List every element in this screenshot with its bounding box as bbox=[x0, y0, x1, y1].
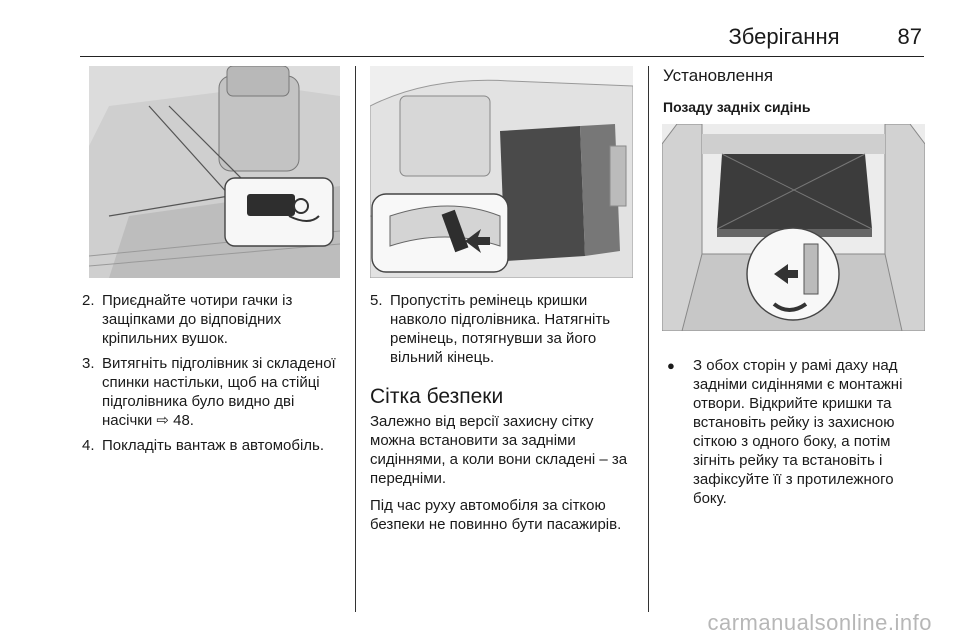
step-item bbox=[370, 291, 634, 367]
paragraph: Під час руху автомобіля за сіткою безпеки не повинно бути пасажирів. bbox=[370, 497, 622, 533]
page-header bbox=[729, 22, 922, 52]
bullet-icon: ● bbox=[667, 358, 675, 373]
step-text: Покладіть вантаж в автомобіль. bbox=[102, 437, 325, 454]
header-title: Зберігання bbox=[728, 24, 840, 49]
step-number: 3. bbox=[82, 355, 95, 372]
bullet-text: З обох сторін у рамі даху над задніми сидіннями є монтажні отвори. Відкрийте кришки та встановіть рейку із захисною сіткою з одного боку, а потім зігніть рейку та встановіть і зафіксуйте її з протилежного боку. bbox=[693, 357, 903, 507]
page-number: 87 bbox=[897, 24, 922, 49]
illustration-hook-attachment bbox=[89, 66, 340, 278]
step-number: 4. bbox=[82, 437, 95, 454]
bullet-item bbox=[663, 356, 927, 508]
header-rule bbox=[80, 56, 924, 57]
column-1 bbox=[82, 291, 344, 461]
step-number: 2. bbox=[82, 292, 95, 309]
column-divider bbox=[648, 66, 649, 612]
subsection-title: Позаду задніх сидінь bbox=[663, 99, 811, 115]
step-text: Пропустіть ремінець кришки навколо підголівника. Натягніть ремінець, потягнувши за його вільний кінець. bbox=[390, 292, 611, 366]
step-text: Витягніть підголівник зі складеної спинки настільки, щоб на стійці підголівника було видно дві насічки ⇨ 48. bbox=[102, 355, 336, 429]
strap-headrest-drawing bbox=[370, 66, 633, 278]
step-item bbox=[82, 354, 344, 430]
watermark: carmanualsonline.info bbox=[707, 610, 932, 635]
paragraph: Залежно від версії захисну сітку можна встановити за задніми сидіннями, а коли вони складені – за передніми. bbox=[370, 413, 628, 487]
column-divider bbox=[355, 66, 356, 612]
hook-attachment-drawing bbox=[89, 66, 340, 278]
section-title-installation: Установлення bbox=[663, 66, 774, 85]
step-number: 5. bbox=[370, 292, 383, 309]
figure-spacer bbox=[663, 117, 927, 342]
step-text: Приєднайте чотири гачки із защіпками до відповідних кріпильних вушок. bbox=[102, 292, 293, 347]
column-3 bbox=[663, 66, 927, 508]
section-title-safety-net: Сітка безпеки bbox=[370, 385, 504, 408]
step-item bbox=[82, 436, 344, 455]
illustration-strap-headrest bbox=[370, 66, 633, 278]
step-item bbox=[82, 291, 344, 348]
column-2 bbox=[370, 291, 634, 542]
